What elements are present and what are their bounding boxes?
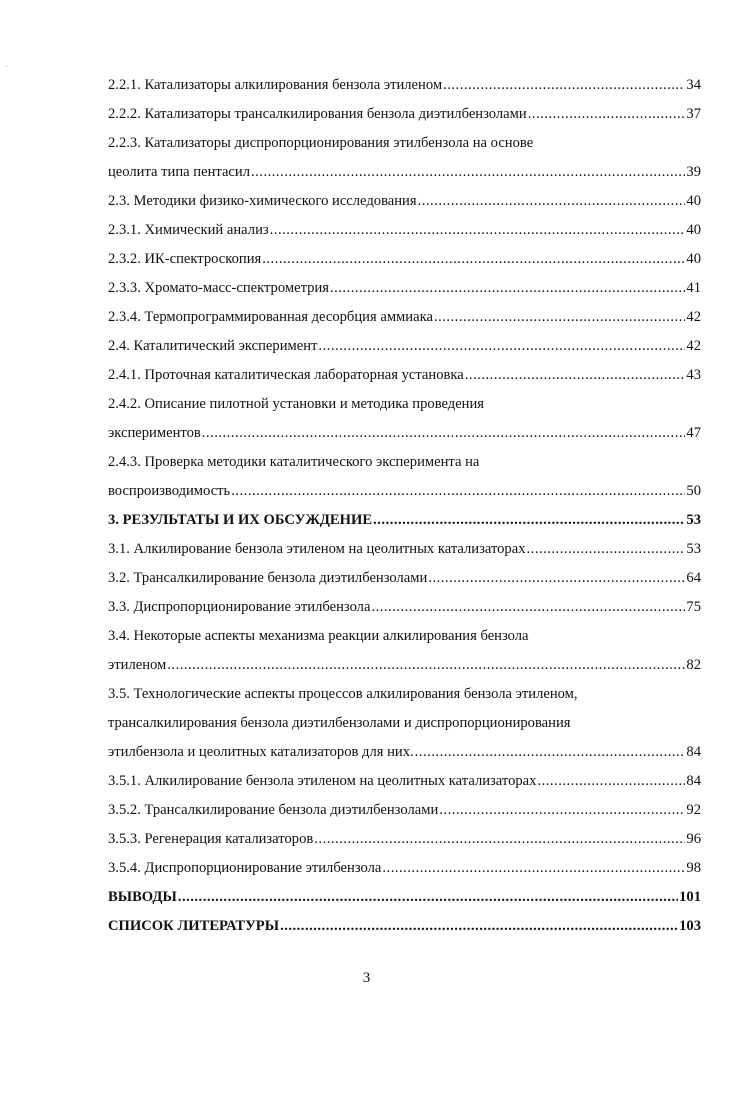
- toc-entry-line: 3.4. Некоторые аспекты механизма реакции алкилирования бензола: [108, 628, 529, 644]
- toc-entry-title: 3. РЕЗУЛЬТАТЫ И ИХ ОБСУЖДЕНИЕ: [108, 512, 373, 528]
- toc-entry-title: 3.2. Трансалкилирование бензола диэтилбензолами: [108, 570, 428, 586]
- toc-entry: [108, 506, 701, 535]
- dot-leader: [415, 738, 686, 767]
- toc-entry: [108, 303, 701, 332]
- toc-entry-row: [108, 100, 701, 129]
- toc-entry: [108, 593, 701, 622]
- toc-entry-page: 40: [686, 222, 701, 238]
- toc-entry-row: [108, 419, 701, 448]
- toc-entry-row: [108, 825, 701, 854]
- table-of-contents: [108, 71, 701, 941]
- toc-entry-page: 84: [686, 773, 701, 789]
- toc-entry: [108, 622, 701, 680]
- toc-entry-row: [108, 477, 701, 506]
- toc-entry-title: 2.4. Каталитический эксперимент: [108, 338, 318, 354]
- toc-entry-page: 50: [686, 483, 701, 499]
- dot-leader: [528, 100, 686, 129]
- toc-entry-title: 2.3.2. ИК-спектроскопия: [108, 251, 262, 267]
- toc-entry-row: [108, 738, 701, 767]
- toc-entry-line: 2.4.3. Проверка методики каталитического эксперимента на: [108, 454, 480, 470]
- toc-entry-page: 42: [686, 338, 701, 354]
- dot-leader: [330, 274, 685, 303]
- toc-entry-row: [108, 216, 701, 245]
- toc-entry-page: 96: [686, 831, 701, 847]
- toc-entry: [108, 767, 701, 796]
- toc-entry: [108, 912, 701, 941]
- toc-entry-title: ВЫВОДЫ: [108, 889, 177, 905]
- dot-leader: [231, 477, 685, 506]
- toc-entry-row: [108, 912, 701, 941]
- toc-entry-title: экспериментов: [108, 425, 201, 441]
- dot-leader: [371, 593, 685, 622]
- toc-entry: [108, 216, 701, 245]
- toc-entry-row: [108, 274, 701, 303]
- toc-entry: [108, 854, 701, 883]
- toc-entry: [108, 100, 701, 129]
- dot-leader: [314, 825, 685, 854]
- toc-entry-title: воспроизводимость: [108, 483, 231, 499]
- toc-entry-title: 2.3. Методики физико-химического исследования: [108, 193, 417, 209]
- toc-entry-page: 75: [686, 599, 701, 615]
- dot-leader: [428, 564, 685, 593]
- toc-entry-page: 47: [686, 425, 701, 441]
- dot-leader: [382, 854, 685, 883]
- toc-entry-title: цеолита типа пентасил: [108, 164, 250, 180]
- toc-entry-row: [108, 854, 701, 883]
- toc-entry-title: 3.5.1. Алкилирование бензола этиленом на цеолитных катализаторах: [108, 773, 537, 789]
- toc-entry-page: 84: [686, 744, 701, 760]
- toc-entry: [108, 187, 701, 216]
- toc-entry-page: 43: [686, 367, 701, 383]
- toc-entry-title: СПИСОК ЛИТЕРАТУРЫ: [108, 918, 280, 934]
- toc-entry-page: 103: [679, 918, 701, 934]
- toc-entry-title: этиленом: [108, 657, 167, 673]
- toc-entry-line: трансалкилирования бензола диэтилбензолами и диспропорционирования: [108, 715, 571, 731]
- toc-entry-page: 53: [686, 541, 701, 557]
- dot-leader: [373, 506, 685, 535]
- toc-entry-page: 64: [686, 570, 701, 586]
- toc-entry-row: [108, 187, 701, 216]
- toc-entry-page: 41: [686, 280, 701, 296]
- toc-entry-row: [108, 651, 701, 680]
- dot-leader: [465, 361, 686, 390]
- toc-entry-page: 101: [679, 889, 701, 905]
- toc-entry-page: 42: [686, 309, 701, 325]
- dot-leader: [262, 245, 685, 274]
- dot-leader: [251, 158, 685, 187]
- toc-entry-row: [108, 303, 701, 332]
- toc-entry-title: 3.5.2. Трансалкилирование бензола диэтилбензолами: [108, 802, 439, 818]
- toc-entry-title: 2.2.1. Катализаторы алкилирования бензола этиленом: [108, 77, 443, 93]
- toc-entry-title: 3.5.4. Диспропорционирование этилбензола: [108, 860, 382, 876]
- toc-entry-row: [108, 158, 701, 187]
- dot-leader: [270, 216, 686, 245]
- toc-entry-line: 2.2.3. Катализаторы диспропорционирования этилбензола на основе: [108, 135, 534, 151]
- toc-entry-title: 2.3.4. Термопрограммированная десорбция аммиака: [108, 309, 433, 325]
- dot-leader: [318, 332, 685, 361]
- toc-entry-page: 39: [686, 164, 701, 180]
- dot-leader: [434, 303, 685, 332]
- toc-entry-row: [108, 796, 701, 825]
- toc-entry: [108, 796, 701, 825]
- toc-entry: [108, 825, 701, 854]
- toc-entry-row: [108, 71, 701, 100]
- toc-entry-row: [108, 535, 701, 564]
- toc-entry: [108, 535, 701, 564]
- toc-entry-line: 2.4.2. Описание пилотной установки и методика проведения: [108, 396, 485, 412]
- toc-entry-line: 3.5. Технологические аспекты процессов алкилирования бензола этиленом,: [108, 686, 578, 702]
- toc-entry-page: 82: [686, 657, 701, 673]
- toc-entry: [108, 361, 701, 390]
- toc-entry-row: [108, 245, 701, 274]
- toc-entry: [108, 390, 701, 448]
- toc-entry-page: 98: [686, 860, 701, 876]
- toc-entry: [108, 332, 701, 361]
- toc-entry-title: 2.3.3. Хромато-масс-спектрометрия: [108, 280, 329, 296]
- page-number: 3: [362, 970, 371, 986]
- toc-entry-row: [108, 332, 701, 361]
- toc-entry-page: 40: [686, 251, 701, 267]
- toc-entry: [108, 71, 701, 100]
- toc-entry-row: [108, 767, 701, 796]
- dot-leader: [443, 71, 685, 100]
- toc-entry-title: 3.3. Диспропорционирование этилбензола: [108, 599, 371, 615]
- toc-entry: [108, 448, 701, 506]
- toc-entry-page: 53: [686, 512, 701, 528]
- dot-leader: [280, 912, 678, 941]
- toc-entry: [108, 883, 701, 912]
- dot-leader: [527, 535, 686, 564]
- toc-entry-row: [108, 361, 701, 390]
- toc-entry: [108, 680, 701, 767]
- toc-entry-row: [108, 883, 701, 912]
- scan-mark: ·: [5, 62, 8, 71]
- toc-entry-title: 3.5.3. Регенерация катализаторов: [108, 831, 314, 847]
- toc-entry-row: [108, 506, 701, 535]
- toc-entry: [108, 274, 701, 303]
- toc-entry: [108, 564, 701, 593]
- toc-entry-page: 92: [686, 802, 701, 818]
- dot-leader: [178, 883, 678, 912]
- dot-leader: [167, 651, 685, 680]
- dot-leader: [202, 419, 686, 448]
- dot-leader: [439, 796, 685, 825]
- dot-leader: [537, 767, 685, 796]
- toc-entry-title: 3.1. Алкилирование бензола этиленом на цеолитных катализаторах: [108, 541, 526, 557]
- dot-leader: [418, 187, 686, 216]
- toc-entry: [108, 129, 701, 187]
- toc-entry-row: [108, 564, 701, 593]
- toc-entry-page: 37: [686, 106, 701, 122]
- toc-entry: [108, 245, 701, 274]
- toc-entry-row: [108, 593, 701, 622]
- toc-entry-title: 2.4.1. Проточная каталитическая лабораторная установка: [108, 367, 464, 383]
- toc-entry-title: этилбензола и цеолитных катализаторов для них.: [108, 744, 414, 760]
- toc-entry-title: 2.3.1. Химический анализ: [108, 222, 269, 238]
- toc-entry-page: 34: [686, 77, 701, 93]
- toc-entry-title: 2.2.2. Катализаторы трансалкилирования бензола диэтилбензолами: [108, 106, 527, 122]
- toc-entry-page: 40: [686, 193, 701, 209]
